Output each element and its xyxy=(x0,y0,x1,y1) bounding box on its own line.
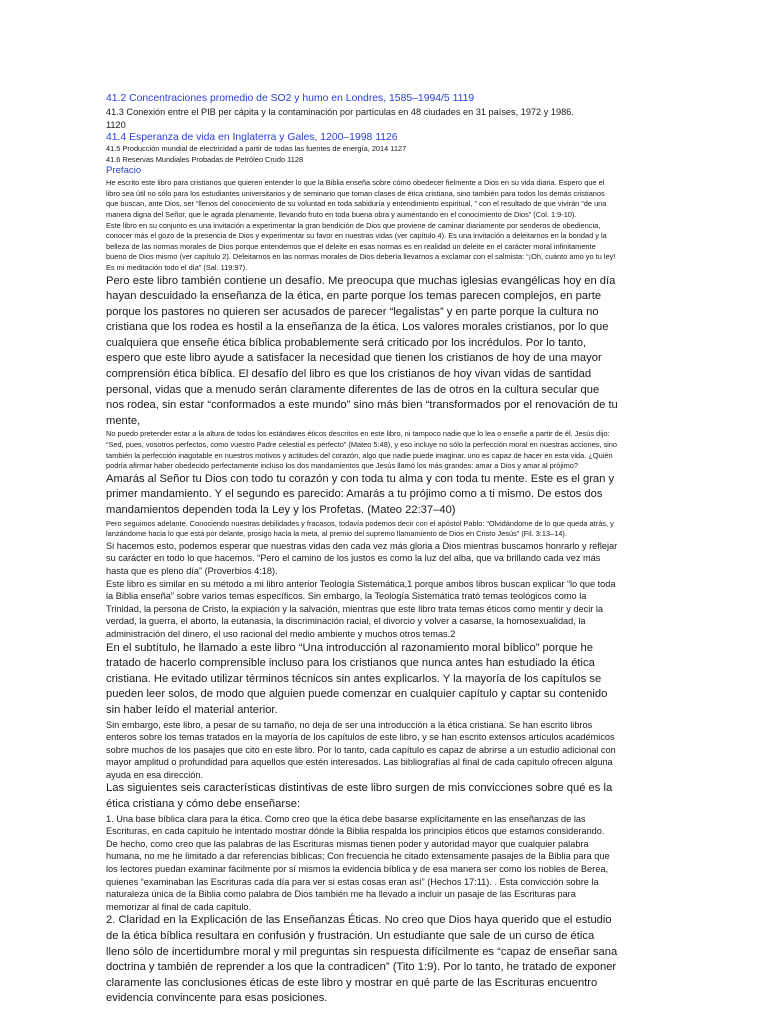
toc-entry-41-6: 41.6 Reservas Mundiales Probadas de Petróleo Crudo 1128 xyxy=(106,154,304,164)
prefacio-paragraph-4: No puedo pretender estar a la altura de todos los estándares éticos descritos en este libro, ni tampoco nadie que lo lea o enseñe a partir de él. Jesús dijo: “Sed, pues, vosotros perfectos, como vuestro Padre celestial es perfecto” (Mateo 5:48), y eso incluye no sólo la perfección moral en nuestras acciones, sino también la perfección inagotable en nuestros motivos y actitudes del corazón, algo que nadie puede imaginar. uno es capaz de hacer en esta vida. ¿Quién podría afirmar haber obedecido perfectamente incluso los dos mandamientos que Jesús llamó los más grandes: amar a Dios y amar al prójimo? xyxy=(106,429,618,471)
prefacio-paragraph-9: En el subtítulo, he llamado a este libro “Una introducción al razonamiento moral bíblico” porque he tratado de hacerlo comprensible incluso para los cristianos que nunca antes han estudiado la ética cristiana. He evitado utilizar términos técnicos sin antes explicarlos. Y la mayoría de los capítulos se pueden leer solos, de modo que alguien puede comenzar en cualquier capítulo y captar su contenido sin haber leído el material anterior. xyxy=(106,641,608,716)
toc-entry-41-5: 41.5 Producción mundial de electricidad a partir de todas las fuentes de energía, 2014 1127 xyxy=(106,144,407,154)
prefacio-paragraph-8: Este libro es similar en su método a mi libro anterior Teología Sistemática,1 porque ambos libros buscan explicar “lo que toda la Biblia enseña” sobre varios temas específicos. Sin embargo, la Teología Sistemática trató temas teológicos como la Trinidad, la persona de Cristo, la expiación y la salvación, mientras que este libro trata temas éticos como mentir y decir la verdad, la guerra, el aborto, la eutanasia, la discriminación racial, el divorcio y volver a casarse, la homosexualidad, la administración del dinero, el uso racional del medio ambiente y muchos otros temas.2 xyxy=(106,578,616,639)
toc-entry-41-3-page: 1120 xyxy=(106,119,126,130)
prefacio-paragraph-7: Si hacemos esto, podemos esperar que nuestras vidas den cada vez más gloria a Dios mientras buscamos honrarlo y reflejar su carácter en todo lo que hacemos. “Pero el camino de los justos es como la luz del alba, que va brillando cada vez más hasta que es pleno día” (Proverbios 4:18). xyxy=(106,540,618,576)
toc-entry-41-3: 41.3 Conexión entre el PIB per cápita y la contaminación por partículas en 48 ciudades en 31 países, 1972 y 1986. xyxy=(106,107,574,117)
prefacio-paragraph-2: Este libro en su conjunto es una invitación a experimentar la gran bendición de Dios que proviene de caminar diariamente por senderos de obediencia, conocer más el gozo de la presencia de Dios y experimentar su favor en nuestras vidas (ver capítulo 4). Es una invitación a deleitarnos en la bondad y la belleza de las normas morales de Dios porque entendemos que el deleite en esas normas es en realidad un deleite en el carácter moral infinitamente bueno de Dios mismo (ver capítulo 2). Deleitarnos en las normas morales de Dios debería llevarnos a exclamar con el salmista: “¡Oh, cuánto amo yo tu ley! Es mi meditación todo el día” (Sal. 119:97). xyxy=(106,220,616,272)
prefacio-paragraph-5: Amarás al Señor tu Dios con todo tu corazón y con toda tu alma y con toda tu mente. Este es el gran y primer mandamiento. Y el segundo es parecido: Amarás a tu prójimo como a ti mismo. De estos dos mandamientos dependen toda la Ley y los Profetas. (Mateo 22:37–40) xyxy=(106,472,615,517)
toc-entry-41-2[interactable]: 41.2 Concentraciones promedio de SO2 y humo en Londres, 1585–1994/5 1119 xyxy=(106,93,475,104)
prefacio-paragraph-10: Sin embargo, este libro, a pesar de su tamaño, no deja de ser una introducción a la ética cristiana. Se han escrito libros enteros sobre los temas tratados en la mayoría de los capítulos de este libro, y se han escrito extensos artículos académicos sobre muchos de los pasajes que cito en este libro. Por lo tanto, cada capítulo es capaz de abrirse a un estudio adicional con mayor amplitud o profundidad para aquellos que estén interesados. Las bibliografías al final de cada capítulo ofrecen alguna ayuda en esa dirección. xyxy=(106,719,616,780)
prefacio-paragraph-6: Pero seguimos adelante. Conociendo nuestras debilidades y fracasos, todavía podemos decir con el apóstol Pablo: “Olvidándome de lo que queda atrás, y lanzándome hacia lo que está por delante, prosigo hacia la meta, al premio del supremo llamamiento de Dios en Cristo Jesús” (Fil. 3:13–14). xyxy=(106,518,614,539)
prefacio-paragraph-3: Pero este libro también contiene un desafío. Me preocupa que muchas iglesias evangélicas hoy en día hayan descuidado la enseñanza de la ética, en parte porque los temas parecen complejos, en parte porque los pastores no quieren ser acusados de parecer “legalistas” y en parte porque la cultura no cristiana que los rodea es hostil a la enseñanza de la ética. Los valores morales cristianos, por lo que cualquiera que enseñe ética bíblica probablemente será criticado por los incrédulos. Por lo tanto, espero que este libro ayude a satisfacer la necesidad que tienen los cristianos de hoy de una mayor comprensión ética bíblica. El desafío del libro es que los cristianos de hoy vivan vidas de santidad personal, vidas que a menudo serán claramente diferentes de las de otros en la cultura secular que nos rodea, sin estar “conformados a este mundo” sino más bien “transformados por el renovación de tu mente, xyxy=(106,274,618,427)
prefacio-paragraph-13: 2. Claridad en la Explicación de las Enseñanzas Éticas. No creo que Dios haya querido que el estudio de la ética bíblica resultara en confusión y frustración. Un estudiante que sale de un curso de ética lleno sólo de incertidumbre moral y mil preguntas sin respuesta difícilmente es “capaz de enseñar sana doctrina y también de reprender a los que la contradicen” (Tito 1:9). Por lo tanto, he tratado de exponer claramente las conclusiones éticas de este libro y mostrar en qué parte de las Escrituras encuentro evidencia convincente para esas posiciones. xyxy=(106,914,618,1005)
prefacio-paragraph-12: 1. Una base bíblica clara para la ética. Como creo que la ética debe basarse explícitamente en las enseñanzas de las Escrituras, en cada capítulo he intentado mostrar dónde la Biblia respalda los principios éticos que estamos considerando. De hecho, como creo que las palabras de las Escrituras mismas tienen poder y autoridad mayor que cualquier palabra humana, no me he limitado a dar referencias bíblicas; Con frecuencia he citado extensamente pasajes de la Biblia para que los lectores puedan examinar fácilmente por sí mismos la evidencia bíblica y de esa manera ser como los nobles de Berea, quienes “examinaban las Escrituras cada día para ver si estas cosas eran así” (Hechos 17:11). . Esta convicción sobre la naturaleza única de la Biblia como palabra de Dios también me ha llevado a incluir un pasaje de las Escrituras para memorizar al final de cada capítulo. xyxy=(106,813,610,912)
toc-entry-41-4[interactable]: 41.4 Esperanza de vida en Inglaterra y Gales, 1200–1998 1126 xyxy=(106,132,398,144)
prefacio-paragraph-1: He escrito este libro para cristianos que quieren entender lo que la Biblia enseña sobre cómo obedecer fielmente a Dios en su vida diaria. Espero que el libro sea útil no sólo para los estudiantes universitarios y de seminario que toman clases de ética cristiana, sino también para todos los demás cristianos que buscan, ante Dios, ser “llenos del conocimiento de su voluntad en toda sabiduría y entendimiento espiritual, ” con el resultado de que vivirán “de una manera digna del Señor, que le agrada plenamente, llevando fruto en toda buena obra y aumentando en el conocimiento de Dios” (Col. 1:9-10). xyxy=(106,178,607,219)
prefacio-paragraph-11: Las siguientes seis características distintivas de este libro surgen de mis convicciones sobre qué es la ética cristiana y cómo debe enseñarse: xyxy=(106,782,613,811)
prefacio-heading[interactable]: Prefacio xyxy=(106,165,142,177)
